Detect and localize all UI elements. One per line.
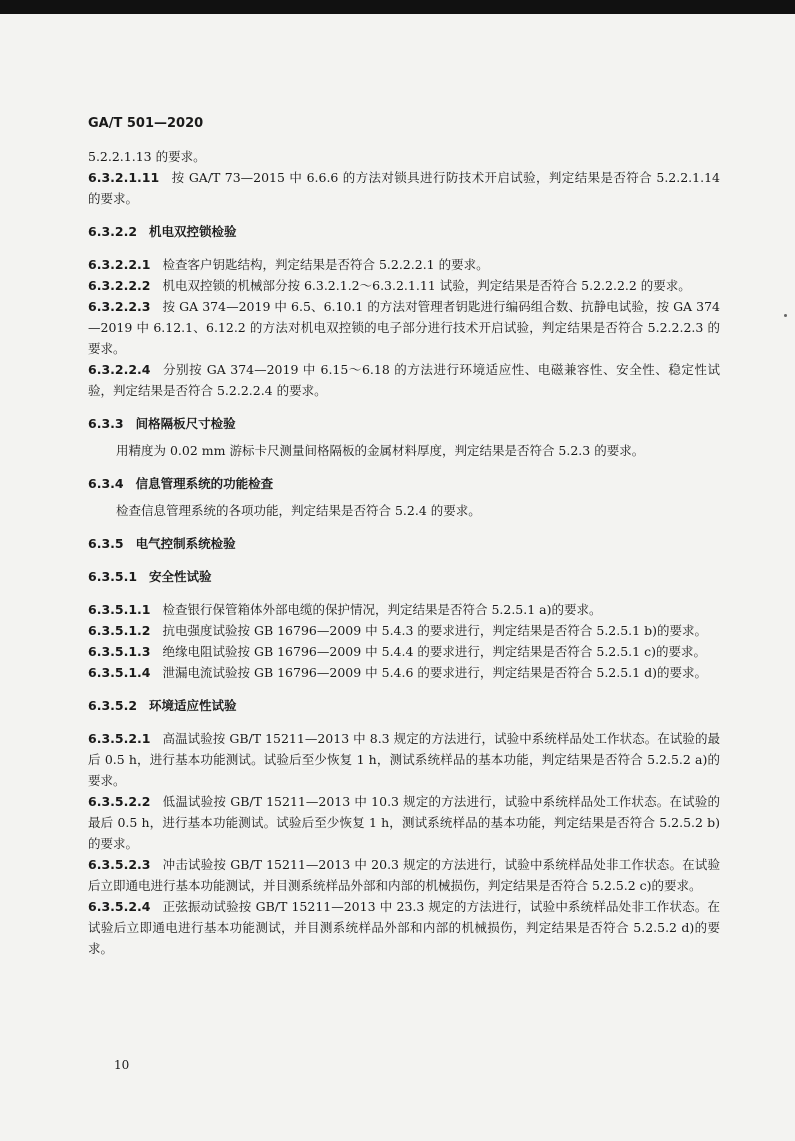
paragraph: 5.2.2.1.13 的要求。 — [88, 149, 206, 164]
scan-top-border — [0, 0, 795, 14]
heading-6-3-5: 6.3.5 电气控制系统检验 — [88, 536, 236, 551]
clause-6-3-2-2-3: 6.3.2.2.3 按 GA 374—2019 中 6.5、6.10.1 的方法对管理者钥匙进行编码组合数、抗静电试验，按 GA 374—2019 中 6.12.1、6.12.2 的方法对机电双控锁的电子部分进行技术开启试验，判定结果是否符合 5.2.2.2.3 的要求。 — [88, 299, 720, 356]
heading-6-3-3: 6.3.3 间格隔板尺寸检验 — [88, 416, 236, 431]
clause-6-3-5-1-3: 6.3.5.1.3 绝缘电阻试验按 GB 16796—2009 中 5.4.4 的要求进行，判定结果是否符合 5.2.5.1 c)的要求。 — [88, 644, 706, 659]
clause-6-3-5-1-2: 6.3.5.1.2 抗电强度试验按 GB 16796—2009 中 5.4.3 的要求进行，判定结果是否符合 5.2.5.1 b)的要求。 — [88, 623, 707, 638]
heading-6-3-5-2: 6.3.5.2 环境适应性试验 — [88, 698, 237, 713]
scan-speck — [784, 314, 787, 317]
paragraph-6-3-4-body: 检查信息管理系统的各项功能，判定结果是否符合 5.2.4 的要求。 — [116, 503, 481, 518]
clause-6-3-5-2-2: 6.3.5.2.2 低温试验按 GB/T 15211—2013 中 10.3 规定的方法进行，试验中系统样品处工作状态。在试验的最后 0.5 h，进行基本功能测试。试验后至少恢复 1 h，测试系统样品的基本功能，判定结果是否符合 5.2.5.2 b)的要求。 — [88, 794, 720, 851]
clause-6-3-5-1-1: 6.3.5.1.1 检查银行保管箱体外部电缆的保护情况，判定结果是否符合 5.2.5.1 a)的要求。 — [88, 602, 602, 617]
clause-6-3-2-2-4: 6.3.2.2.4 分别按 GA 374—2019 中 6.15～6.18 的方法进行环境适应性、电磁兼容性、安全性、稳定性试验，判定结果是否符合 5.2.2.2.4 的要求。 — [88, 362, 720, 398]
clause-6-3-5-2-1: 6.3.5.2.1 高温试验按 GB/T 15211—2013 中 8.3 规定的方法进行，试验中系统样品处工作状态。在试验的最后 0.5 h，进行基本功能测试。试验后至少恢复 1 h，测试系统样品的基本功能，判定结果是否符合 5.2.5.2 a)的要求。 — [88, 731, 720, 788]
heading-6-3-4: 6.3.4 信息管理系统的功能检查 — [88, 476, 274, 491]
paragraph-6-3-3-body: 用精度为 0.02 mm 游标卡尺测量间格隔板的金属材料厚度，判定结果是否符合 5.2.3 的要求。 — [116, 443, 645, 458]
standard-code-header: GA/T 501—2020 — [88, 116, 204, 131]
clause-6-3-2-2-2: 6.3.2.2.2 机电双控锁的机械部分按 6.3.2.1.2～6.3.2.1.11 试验，判定结果是否符合 5.2.2.2.2 的要求。 — [88, 278, 691, 293]
heading-6-3-2-2: 6.3.2.2 机电双控锁检验 — [88, 224, 237, 239]
clause-6-3-2-2-1: 6.3.2.2.1 检查客户钥匙结构，判定结果是否符合 5.2.2.2.1 的要求。 — [88, 257, 489, 272]
page-number: 10 — [114, 1058, 130, 1072]
heading-6-3-5-1: 6.3.5.1 安全性试验 — [88, 569, 212, 584]
clause-6-3-5-2-4: 6.3.5.2.4 正弦振动试验按 GB/T 15211—2013 中 23.3 规定的方法进行，试验中系统样品处非工作状态。在试验后立即通电进行基本功能测试，并目测系统样品外部和内部的机械损伤，判定结果是否符合 5.2.5.2 d)的要求。 — [88, 899, 720, 956]
document-body — [88, 146, 720, 959]
clause-6-3-5-2-3: 6.3.5.2.3 冲击试验按 GB/T 15211—2013 中 20.3 规定的方法进行，试验中系统样品处非工作状态。在试验后立即通电进行基本功能测试，并目测系统样品外部和内部的机械损伤，判定结果是否符合 5.2.5.2 c)的要求。 — [88, 857, 720, 893]
clause-6-3-5-1-4: 6.3.5.1.4 泄漏电流试验按 GB 16796—2009 中 5.4.6 的要求进行，判定结果是否符合 5.2.5.1 d)的要求。 — [88, 665, 707, 680]
clause-6-3-2-1-11: 6.3.2.1.11 按 GA/T 73—2015 中 6.6.6 的方法对锁具进行防技术开启试验，判定结果是否符合 5.2.2.1.14 的要求。 — [88, 170, 720, 206]
